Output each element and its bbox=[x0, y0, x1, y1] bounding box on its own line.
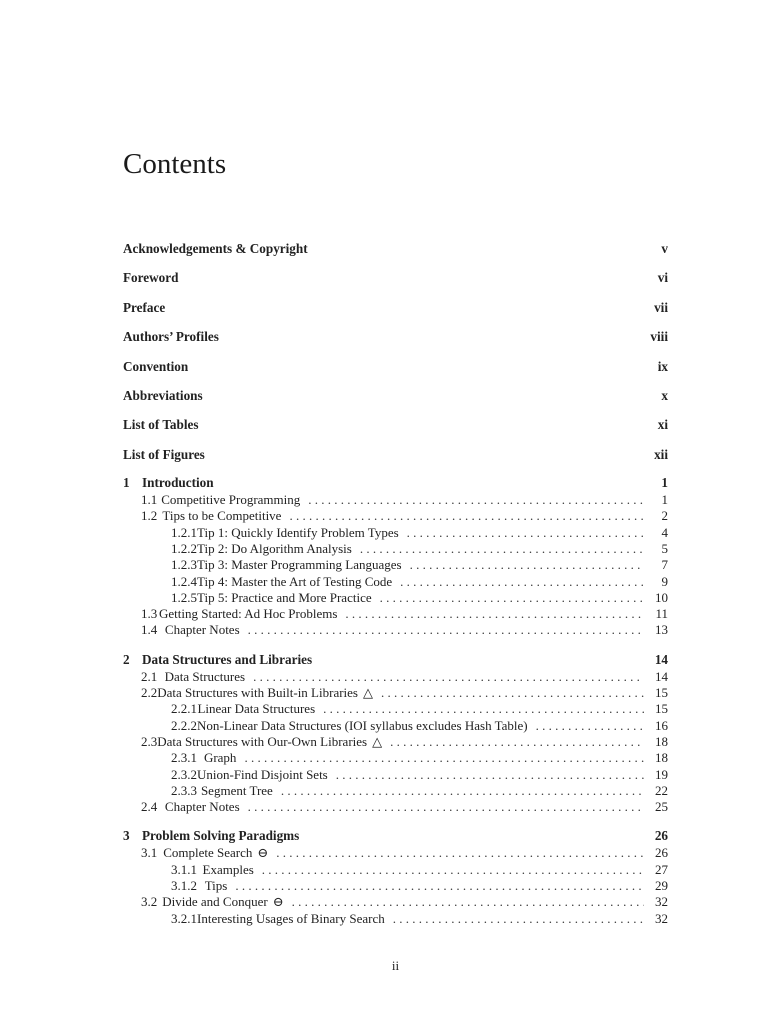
entry-page-number: 4 bbox=[661, 524, 668, 540]
entry-page-number: 19 bbox=[655, 766, 668, 782]
toc-entry-front-matter[interactable] bbox=[123, 329, 668, 345]
entry-page-number: 18 bbox=[655, 750, 668, 766]
dot-leader bbox=[289, 508, 644, 524]
entry-page-number: 14 bbox=[655, 668, 668, 684]
dot-leader bbox=[407, 525, 644, 541]
entry-title: Acknowledgements & Copyright bbox=[123, 241, 308, 256]
dot-leader bbox=[536, 718, 644, 734]
dot-leader bbox=[336, 767, 644, 783]
entry-page-number: 2 bbox=[661, 508, 668, 524]
difficulty-symbol-icon: ⊖ bbox=[272, 894, 284, 910]
dot-leader bbox=[390, 734, 644, 750]
entry-page-number: 16 bbox=[655, 717, 668, 733]
entry-page-number: 10 bbox=[655, 589, 668, 605]
dot-leader bbox=[281, 783, 644, 799]
subsection-title: Tips bbox=[204, 878, 228, 893]
toc-entry-section[interactable] bbox=[123, 508, 668, 524]
chapter-page-number: 14 bbox=[654, 651, 668, 667]
dot-leader bbox=[323, 701, 644, 717]
chapter-number: 2 bbox=[123, 651, 130, 667]
entry-page-number: 27 bbox=[655, 861, 668, 877]
section-number: 1.3 bbox=[141, 606, 158, 622]
toc-entry-front-matter[interactable] bbox=[123, 270, 668, 286]
dot-leader bbox=[235, 878, 644, 894]
section-number: 2.4 bbox=[141, 799, 158, 815]
toc-entry-subsection[interactable] bbox=[123, 718, 668, 734]
toc-entry-subsection[interactable] bbox=[123, 701, 668, 717]
entry-title: Authors’ Profiles bbox=[123, 329, 219, 345]
entry-title: List of Figures bbox=[123, 446, 205, 462]
dot-leader bbox=[248, 622, 644, 638]
section-title: Competitive Programming bbox=[161, 492, 301, 507]
toc-entry-subsection[interactable] bbox=[123, 911, 668, 927]
entry-page-number: 5 bbox=[661, 540, 668, 556]
entry-page-number: v bbox=[661, 241, 668, 256]
dot-leader bbox=[253, 669, 644, 685]
page-title: Contents bbox=[123, 148, 227, 180]
entry-page-number: 22 bbox=[655, 782, 668, 798]
section-number: 2.3 bbox=[141, 733, 158, 749]
dot-leader bbox=[393, 911, 644, 927]
toc-entry-subsection[interactable] bbox=[123, 525, 668, 541]
dot-leader bbox=[248, 799, 644, 815]
section-number: 2.1 bbox=[141, 668, 158, 684]
entry-page-number: vi bbox=[657, 270, 668, 286]
dot-leader bbox=[410, 557, 644, 573]
difficulty-symbol-icon: △ bbox=[362, 685, 373, 700]
entry-page-number: 11 bbox=[655, 606, 668, 622]
entry-page-number: 9 bbox=[661, 573, 668, 589]
subsection-number: 3.1.1 bbox=[171, 861, 197, 877]
toc-entry-subsection[interactable] bbox=[123, 541, 668, 557]
section-title: Divide and Conquer bbox=[162, 894, 268, 910]
subsection-title: Tip 1: Quickly Identify Problem Types bbox=[197, 524, 399, 540]
subsection-number: 1.2.4 bbox=[171, 573, 197, 589]
subsection-title: Non-Linear Data Structures (IOI syllabus excludes Hash Table) bbox=[197, 717, 528, 733]
chapter-page-number: 26 bbox=[654, 828, 668, 844]
entry-page-number: 15 bbox=[655, 685, 668, 700]
subsection-title: Segment Tree bbox=[200, 782, 273, 798]
entry-page-number: 13 bbox=[655, 622, 668, 638]
entry-page-number: 26 bbox=[655, 845, 668, 861]
section-title: Data Structures bbox=[164, 668, 246, 684]
subsection-title: Tip 5: Practice and More Practice bbox=[197, 589, 372, 605]
section-title: Tips to be Competitive bbox=[162, 508, 282, 524]
entry-page-number: 7 bbox=[661, 557, 668, 573]
entry-page-number: 1 bbox=[661, 492, 668, 507]
toc-entry-subsection[interactable] bbox=[123, 750, 668, 766]
subsection-number: 2.3.1 bbox=[171, 750, 197, 766]
toc-entry-chapter[interactable] bbox=[123, 652, 668, 668]
toc-entry-chapter[interactable] bbox=[123, 475, 668, 491]
dot-leader bbox=[381, 685, 644, 701]
section-number: 2.2 bbox=[141, 685, 158, 700]
entry-page-number: viii bbox=[650, 329, 668, 345]
toc-entry-subsection[interactable] bbox=[123, 574, 668, 590]
chapter-number: 3 bbox=[123, 828, 130, 844]
entry-page-number: 32 bbox=[655, 894, 668, 910]
entry-page-number: x bbox=[661, 388, 668, 403]
entry-page-number: 32 bbox=[655, 910, 668, 926]
section-number: 1.2 bbox=[141, 508, 158, 524]
toc-entry-front-matter[interactable] bbox=[123, 447, 668, 463]
dot-leader bbox=[292, 894, 644, 910]
entry-page-number: xii bbox=[654, 446, 668, 462]
dot-leader bbox=[276, 845, 644, 861]
subsection-title: Examples bbox=[202, 861, 254, 877]
entry-title: List of Tables bbox=[123, 417, 199, 433]
chapter-title: Introduction bbox=[142, 475, 214, 490]
entry-title: Preface bbox=[123, 299, 166, 315]
dot-leader bbox=[380, 590, 644, 606]
toc-entry-section[interactable] bbox=[123, 606, 668, 622]
dot-leader bbox=[345, 606, 644, 622]
dot-leader bbox=[244, 750, 644, 766]
subsection-number: 1.2.3 bbox=[171, 557, 197, 573]
entry-title: Foreword bbox=[123, 270, 179, 286]
subsection-title: Tip 4: Master the Art of Testing Code bbox=[197, 573, 393, 589]
subsection-title: Tip 3: Master Programming Languages bbox=[197, 557, 402, 573]
section-title: Data Structures with Our-Own Libraries bbox=[157, 733, 368, 749]
toc-entry-section[interactable] bbox=[123, 734, 668, 750]
subsection-number: 1.2.5 bbox=[171, 589, 197, 605]
toc-entry-section[interactable] bbox=[123, 845, 668, 861]
subsection-number: 2.3.3 bbox=[171, 782, 197, 798]
entry-page-number: 29 bbox=[655, 878, 668, 893]
subsection-title: Interesting Usages of Binary Search bbox=[197, 910, 385, 926]
entry-title: Abbreviations bbox=[123, 388, 203, 403]
toc-entry-front-matter[interactable] bbox=[123, 359, 668, 375]
subsection-number: 3.1.2 bbox=[171, 878, 197, 893]
dot-leader bbox=[400, 574, 644, 590]
toc-entry-front-matter[interactable] bbox=[123, 300, 668, 316]
chapter-title: Data Structures and Libraries bbox=[142, 651, 313, 667]
dot-leader bbox=[262, 862, 644, 878]
toc-entry-front-matter[interactable] bbox=[123, 417, 668, 433]
chapter-page-number: 1 bbox=[661, 475, 668, 490]
difficulty-symbol-icon: ⊖ bbox=[257, 845, 269, 861]
toc-entry-section[interactable] bbox=[123, 669, 668, 685]
subsection-number: 2.2.1 bbox=[171, 701, 197, 717]
section-title: Chapter Notes bbox=[164, 799, 240, 815]
subsection-title: Graph bbox=[203, 750, 237, 766]
entry-page-number: 15 bbox=[655, 701, 668, 717]
toc-entry-section[interactable] bbox=[123, 685, 668, 701]
subsection-title: Union-Find Disjoint Sets bbox=[197, 766, 328, 782]
section-number: 3.1 bbox=[141, 845, 158, 861]
section-number: 3.2 bbox=[141, 894, 158, 910]
toc-entry-subsection[interactable] bbox=[123, 783, 668, 799]
toc-entry-subsection[interactable] bbox=[123, 557, 668, 573]
toc-entry-section[interactable] bbox=[123, 492, 668, 508]
section-number: 1.1 bbox=[141, 492, 158, 507]
subsection-number: 2.2.2 bbox=[171, 717, 197, 733]
section-title: Getting Started: Ad Hoc Problems bbox=[159, 606, 338, 622]
toc-entry-subsection[interactable] bbox=[123, 862, 668, 878]
toc-entry-section[interactable] bbox=[123, 799, 668, 815]
entry-page-number: ix bbox=[657, 358, 668, 374]
chapter-title: Problem Solving Paradigms bbox=[142, 828, 300, 844]
subsection-number: 3.2.1 bbox=[171, 910, 197, 926]
toc-entry-front-matter[interactable] bbox=[123, 388, 668, 404]
dot-leader bbox=[308, 492, 644, 508]
entry-page-number: vii bbox=[654, 299, 668, 315]
toc-entry-section[interactable] bbox=[123, 894, 668, 910]
toc-entry-subsection[interactable] bbox=[123, 767, 668, 783]
entry-page-number: 18 bbox=[655, 733, 668, 749]
chapter-number: 1 bbox=[123, 475, 130, 490]
subsection-number: 1.2.2 bbox=[171, 540, 197, 556]
page-footer-number: ii bbox=[391, 958, 400, 973]
toc-page bbox=[123, 0, 668, 1024]
section-title: Chapter Notes bbox=[164, 622, 240, 638]
subsection-title: Linear Data Structures bbox=[197, 701, 316, 717]
toc-entry-subsection[interactable] bbox=[123, 590, 668, 606]
entry-title: Convention bbox=[123, 358, 189, 374]
entry-page-number: 25 bbox=[655, 799, 668, 815]
entry-page-number: xi bbox=[657, 417, 668, 433]
section-title: Complete Search bbox=[163, 845, 253, 861]
difficulty-symbol-icon: △ bbox=[372, 733, 383, 749]
toc-entry-section[interactable] bbox=[123, 622, 668, 638]
subsection-title: Tip 2: Do Algorithm Analysis bbox=[197, 540, 352, 556]
toc-entry-front-matter[interactable] bbox=[123, 241, 668, 257]
subsection-number: 1.2.1 bbox=[171, 524, 197, 540]
subsection-number: 2.3.2 bbox=[171, 766, 197, 782]
toc-entry-chapter[interactable] bbox=[123, 828, 668, 844]
toc-entry-subsection[interactable] bbox=[123, 878, 668, 894]
section-title: Data Structures with Built-in Libraries bbox=[157, 685, 358, 700]
dot-leader bbox=[360, 541, 644, 557]
section-number: 1.4 bbox=[141, 622, 158, 638]
